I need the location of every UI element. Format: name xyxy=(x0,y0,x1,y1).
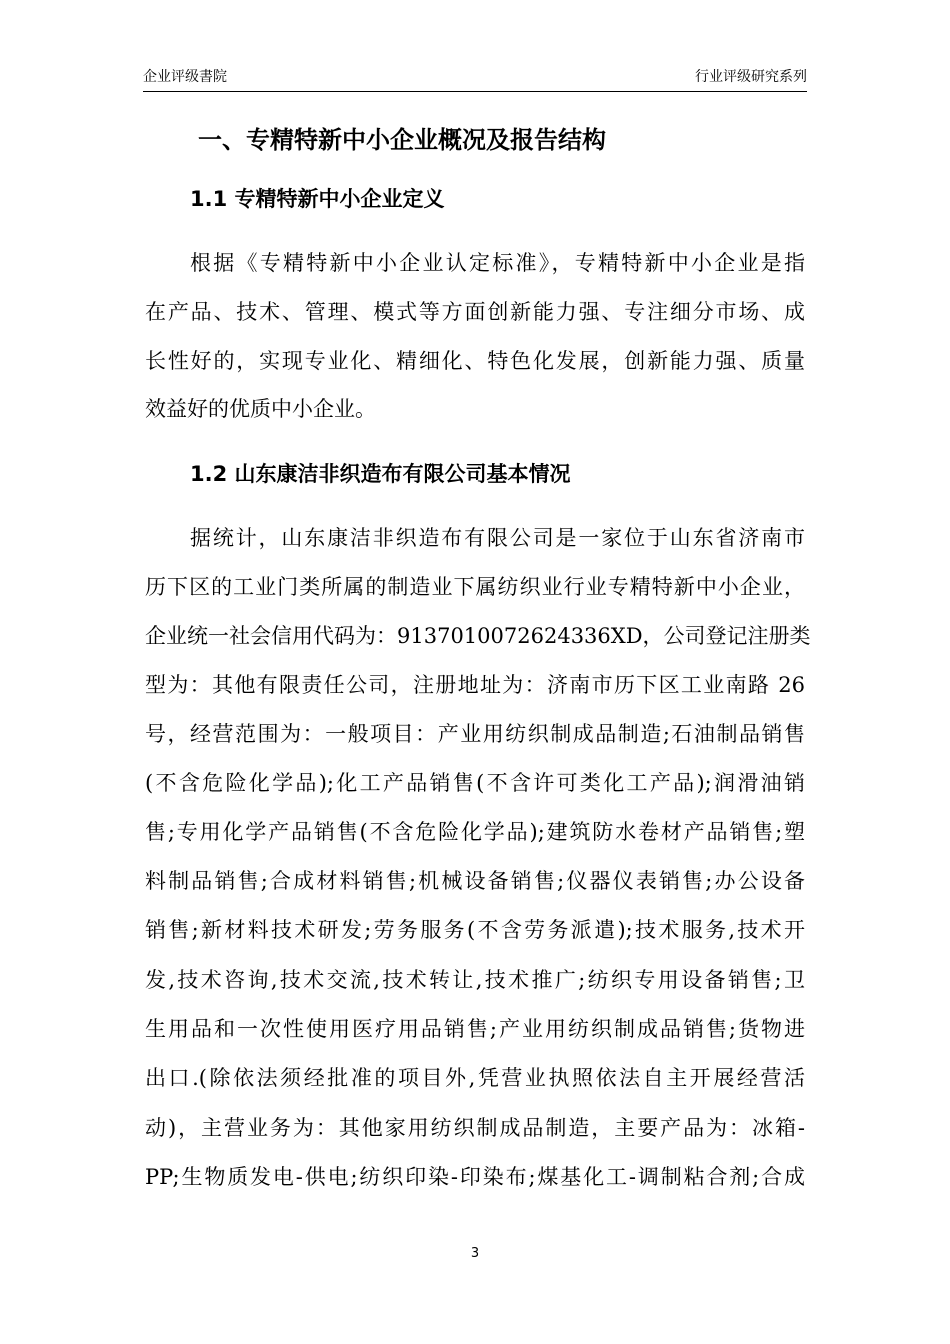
para2-line: PP;生物质发电-供电;纺织印染-印染布;煤基化工-调制粘合剂;合成 xyxy=(145,1165,805,1189)
section-title: 一、专精特新中小企业概况及报告结构 xyxy=(198,126,606,154)
para1-line: 根据《专精特新中小企业认定标准》，专精特新中小企业是指 xyxy=(190,251,805,275)
para2-line: 售;专用化学产品销售(不含危险化学品);建筑防水卷材产品销售;塑 xyxy=(145,820,805,844)
para1-line: 长性好的，实现专业化、精细化、特色化发展，创新能力强、质量 xyxy=(145,349,805,373)
subsection-title-1-2: 1.2 山东康洁非织造布有限公司基本情况 xyxy=(190,462,571,486)
para2-line: (不含危险化学品);化工产品销售(不含许可类化工产品);润滑油销 xyxy=(145,771,805,795)
header-left: 企业评级書院 xyxy=(143,69,227,85)
para2-line: 历下区的工业门类所属的制造业下属纺织业行业专精特新中小企业， xyxy=(145,575,805,599)
para2-line: 企业统一社会信用代码为：9137010072624336XD，公司登记注册类 xyxy=(145,624,811,648)
para2-line: 出口.(除依法须经批准的项目外,凭营业执照依法自主开展经营活 xyxy=(145,1066,805,1090)
para1-line: 效益好的优质中小企业。 xyxy=(145,397,376,421)
para1-line: 在产品、技术、管理、模式等方面创新能力强、专注细分市场、成 xyxy=(145,300,805,324)
subsection-title-1-1: 1.1 专精特新中小企业定义 xyxy=(190,187,445,211)
header-right: 行业评级研究系列 xyxy=(695,69,807,85)
para2-line: 号，经营范围为：一般项目：产业用纺织制成品制造;石油制品销售 xyxy=(145,722,805,746)
para2-line: 发,技术咨询,技术交流,技术转让,技术推广;纺织专用设备销售;卫 xyxy=(145,968,805,992)
page-number: 3 xyxy=(470,1246,480,1261)
para2-line: 生用品和一次性使用医疗用品销售;产业用纺织制成品销售;货物进 xyxy=(145,1017,805,1041)
para2-line: 据统计，山东康洁非织造布有限公司是一家位于山东省济南市 xyxy=(190,526,805,550)
para2-line: 动)，主营业务为：其他家用纺织制成品制造，主要产品为：冰箱- xyxy=(145,1116,805,1140)
header-rule xyxy=(143,91,807,92)
para2-line: 销售;新材料技术研发;劳务服务(不含劳务派遣);技术服务,技术开 xyxy=(145,918,805,942)
para2-line: 型为：其他有限责任公司，注册地址为：济南市历下区工业南路 26 xyxy=(145,673,805,697)
para2-line: 料制品销售;合成材料销售;机械设备销售;仪器仪表销售;办公设备 xyxy=(145,869,805,893)
